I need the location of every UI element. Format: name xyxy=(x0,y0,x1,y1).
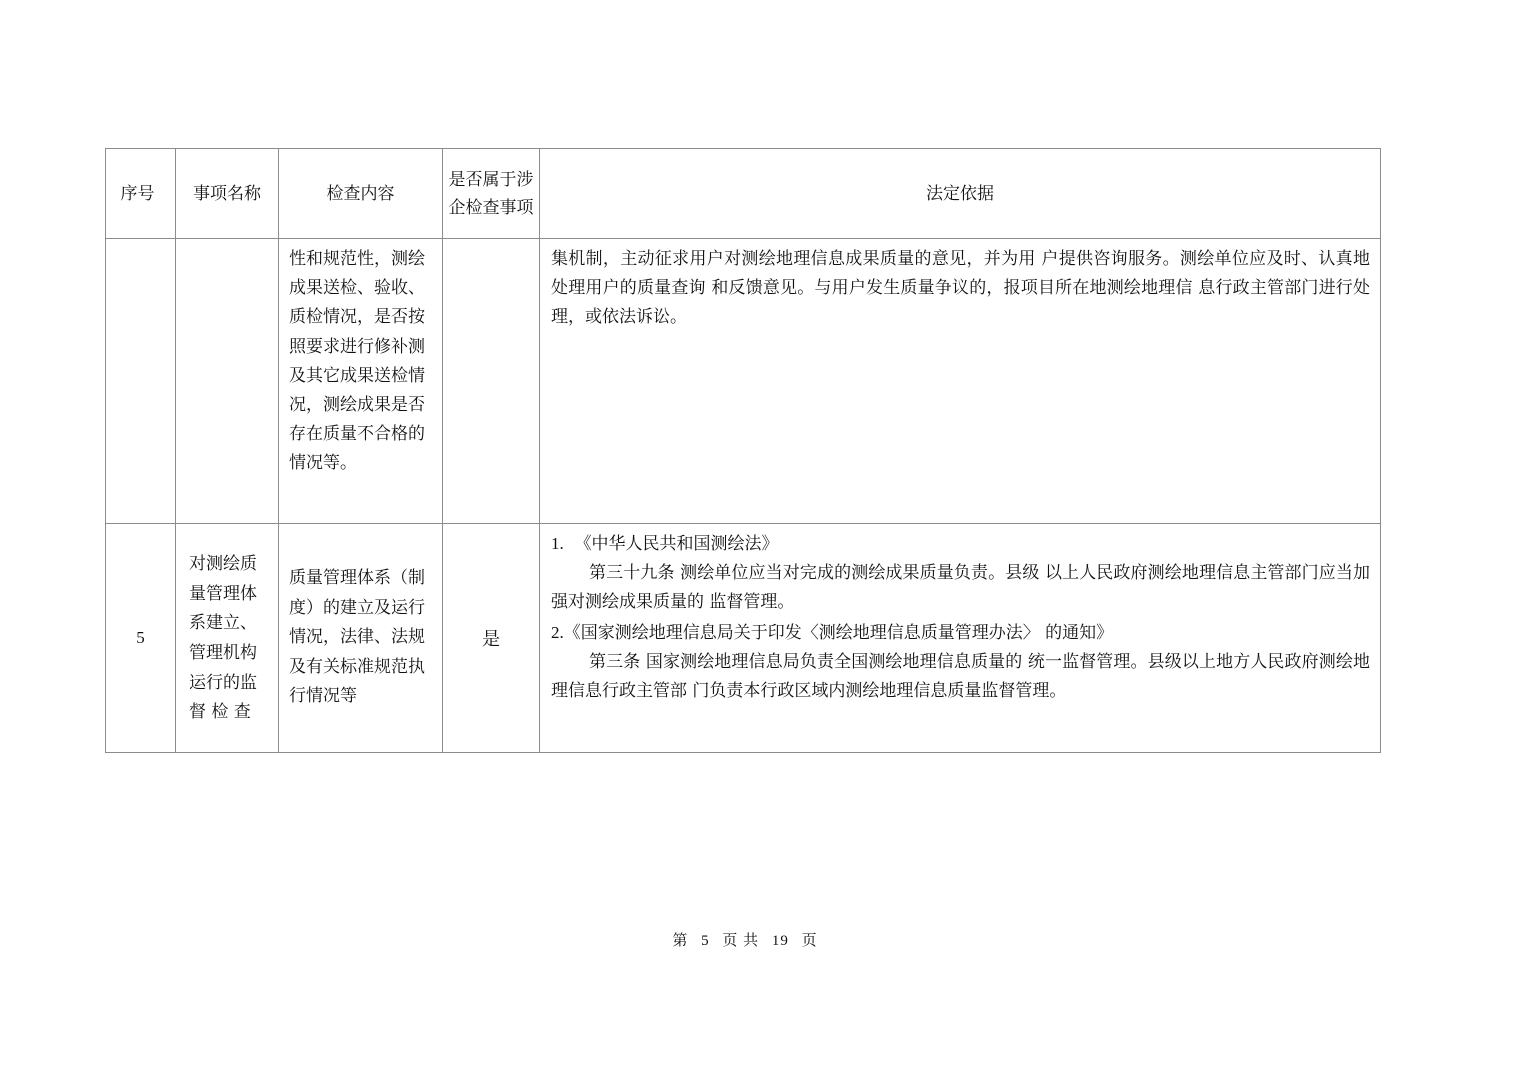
header-inspection-content: 检查内容 xyxy=(279,149,443,239)
table-row-continued xyxy=(106,239,1381,524)
header-item-name: 事项名称 xyxy=(176,149,279,239)
cell-enterprise-empty xyxy=(443,239,540,524)
header-enterprise-related: 是否属于涉企检查事项 xyxy=(443,149,540,239)
law-1-number: 1. xyxy=(551,534,564,553)
page-prefix: 第 xyxy=(672,933,689,949)
cell-legal-basis xyxy=(540,524,1381,753)
header-legal-basis: 法定依据 xyxy=(540,149,1381,239)
page-mid: 页 共 xyxy=(722,933,760,949)
law-2-article: 第三条 国家测绘地理信息局负责全国测绘地理信息质量的 统一监督管理。县级以上地方人民政府测绘地理信息行政主管部 门负责本行政区域内测绘地理信息质量监督管理。 xyxy=(551,651,1370,702)
table-row xyxy=(106,524,1381,753)
page-total: 19 xyxy=(771,933,789,949)
cell-seq-empty xyxy=(106,239,176,524)
law-1-article: 第三十九条 测绘单位应当对完成的测绘成果质量负责。县级 以上人民政府测绘地理信息主管部门应当加强对测绘成果质量的 监督管理。 xyxy=(551,563,1370,613)
cell-enterprise-related: 是 xyxy=(443,524,540,753)
inspection-items-table xyxy=(105,148,1381,753)
cell-legal-basis: 集机制，主动征求用户对测绘地理信息成果质量的意见，并为用 户提供咨询服务。测绘单位应及时、认真地处理用户的质量查询 和反馈意见。与用户发生质量争议的，报项目所在地测绘地理信 息行政主管部门进行处理，或依法诉讼。 xyxy=(540,239,1381,524)
law-2-title-line xyxy=(551,618,1370,648)
page-suffix: 页 xyxy=(801,933,818,949)
cell-item-empty xyxy=(176,239,279,524)
law-1-title: 《中华人民共和国测绘法》 xyxy=(574,534,779,554)
cell-inspection-content: 质量管理体系（制度）的建立及运行情况，法律、法规及有关标准规范执行情况等 xyxy=(279,524,443,753)
law-2-number: 2. xyxy=(551,622,564,642)
law-1-title-line xyxy=(551,529,1370,559)
header-seq: 序号 xyxy=(106,149,176,239)
cell-seq: 5 xyxy=(106,524,176,753)
cell-item-name: 对测绘质量管理体系建立、管理机构运行的监督 检 查 xyxy=(176,524,279,753)
page-footer xyxy=(0,929,1490,950)
law-2-title: 《国家测绘地理信息局关于印发〈测绘地理信息质量管理办法〉 的通知》 xyxy=(563,622,1114,643)
cell-inspection-content: 性和规范性，测绘成果送检、验收、质检情况，是否按照要求进行修补测及其它成果送检情况，测绘成果是否存在质量不合格的情况等。 xyxy=(279,239,443,524)
page-current: 5 xyxy=(701,933,710,949)
table-header-row xyxy=(106,149,1381,239)
